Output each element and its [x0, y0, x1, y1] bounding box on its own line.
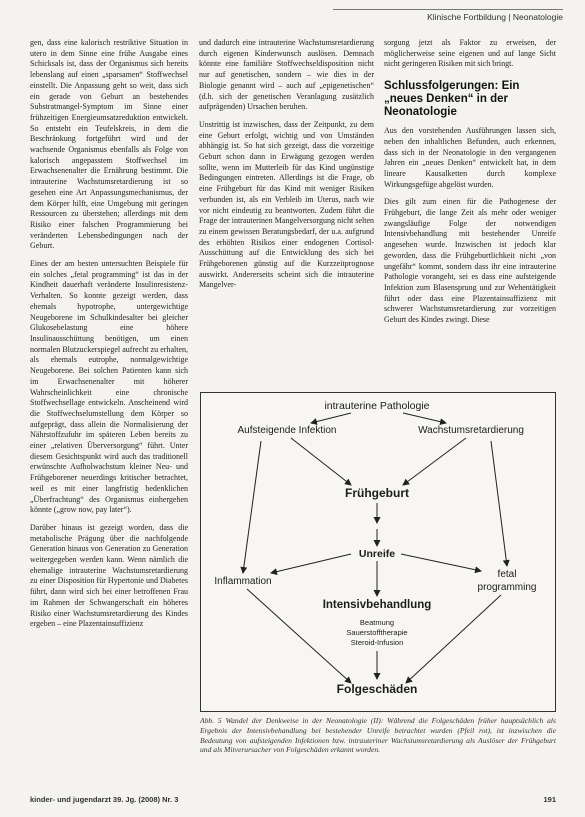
- arrow: [311, 413, 351, 423]
- node-wachstumsretardierung: Wachstumsretardierung: [418, 425, 524, 436]
- flow-diagram: [201, 393, 555, 711]
- node-fetal: fetal: [497, 569, 517, 580]
- text-column-1: [30, 38, 188, 766]
- text-column-2: [199, 38, 374, 380]
- arrow: [491, 441, 507, 566]
- treatment-item: Sauerstofftherapie: [346, 628, 408, 637]
- node-intrauterine-pathologie: intrauterine Pathologie: [324, 400, 430, 412]
- figure-diagram: [200, 392, 556, 712]
- arrow: [403, 438, 466, 485]
- arrow: [271, 554, 351, 573]
- node-aufsteigende-infektion: Aufsteigende Infektion: [237, 425, 337, 436]
- paragraph: Aus den vorstehenden Ausführungen lassen sich, neben den inhaltlichen Befunden, auch erkennen, dass sich in der Neonatologie in den vergangenen Jahren ein „neues Denken“ entwickelt hat, in dem lineare Kausalketten durch komplexe Wirkungsgefüge abgelöst wurden.: [384, 126, 556, 189]
- paragraph: und dadurch eine intrauterine Wachstumsretardierung durch eigenen Kinderwunsch auslösen. Demnach könnte eine familiäre Stoffwechseldisposition nicht nur auf genetischen, sondern – wie dies in der Biologie genannt wird – auch auf „epigenetischen“ (d.h. sich der genetischen Veranlagung zusätzlich aufprägenden) Ursachen beruhen.: [199, 38, 374, 112]
- running-header: Klinische Fortbildung | Neonatologie: [333, 9, 563, 23]
- paragraph: gen, dass eine kalorisch restriktive Situation in utero in dem Sinne eine frühe Ausgabe eines Schicksals ist, dass der Organismus sich bereits lebenslang auf einen „sparsamen“ Stoffwechsel einstellt. Die Anpassung geht so weit, dass sich ein gerade von Geburt an bestehendes Substratmangel-Symptom im Sinne einer frühzeitigen Energieumsatzreduktion entwickelt. So entsteht ein Teufelskreis, in dem die Beschränkung fortgeführt wird und der wachsende Organismus ebenfalls als Folge von kalorisch angepasstem Stoffwechsel im Erwachsenenalter die Ernährung bestimmt. Die intrauterine Wachstumsretardierung ist so gesehen eine Art Anpassungsmechanismus, der dem Körper hilft, eine Umgebung mit geringen Ressourcen zu überstehen; allerdings mit dem Risiko einer falschen Programmierung bei veränderten Lebensbedingungen nach der Geburt.: [30, 38, 188, 251]
- page-number: 191: [543, 795, 556, 804]
- paragraph: Dies gilt zum einen für die Pathogenese der Frühgeburt, die lange Zeit als mehr oder weniger zwangsläufige Folge der notwendigen Intensivbehandlung mit bestehender Unreife angesehen wurde. Inzwischen ist jedoch klar geworden, dass die Frühgeburtlichkeit nicht „von ungefähr“ kommt, sondern dass ihr eine intrauterine Pathologie vorangeht, sei es dass eine aufsteigende Infektion zum Blasensprung und zur Wehentätigkeit führt oder dass eine Plazentainsuffizienz mit schwerer Wachstumsretardierung zur vorzeitigen Geburt des Kindes zwingt. Diese: [384, 197, 556, 325]
- journal-citation: kinder- und jugendarzt 39. Jg. (2008) Nr. 3: [30, 795, 179, 804]
- figure-caption: Abb. 5 Wandel der Denkweise in der Neonatologie (II): Während die Folgeschäden früher hauptsächlich als Ergebnis der Intensivbehandlung bei bestehender Unreife betrachtet wurden (Pfeil rot), ist inzwischen die Bedeutung von aufsteigenden Infektionen bzw. intrauteriner Wachstumsretardierung als Auslöser der Frühgeburt und als Mitverursacher von Folgeschäden erkannt worden.: [200, 716, 556, 755]
- text-column-3: [384, 38, 556, 383]
- node-intensivbehandlung: Intensivbehandlung: [322, 599, 432, 611]
- paragraph: sorgung jetzt als Faktor zu erweisen, der möglicherweise seine eigenen und auf lange Sicht nicht geringeren Risiken mit sich bringt.: [384, 38, 556, 69]
- node-fruehgeburt: Frühgeburt: [345, 486, 409, 500]
- arrow: [403, 413, 446, 423]
- arrow: [291, 438, 351, 485]
- arrow: [401, 554, 481, 571]
- page-footer: [30, 795, 556, 807]
- treatment-item: Steroid-Infusion: [350, 638, 404, 647]
- node-unreife: Unreife: [358, 548, 396, 560]
- paragraph: Darüber hinaus ist gezeigt worden, dass die metabolische Prägung über die nachfolgende Generation hinaus von Generation zu Generation weitergegeben werden kann. Wenn nämlich die ehemalige intrauterine Wachstumsretardierung zu einer Disposition für Hypertonie und Diabetes führt, dann wird sich bei einer betroffenen Frau im Rahmen der Schwangerschaft ein höheres Risiko einer Wachstumsretardierung des Kindes ergeben – eine Plazentainsuffizienz: [30, 522, 188, 629]
- paragraph: Unstrittig ist inzwischen, dass der Zeitpunkt, zu dem eine Geburt erfolgt, wichtig und von Umständen abhängig ist. So hat sich gezeigt, dass die vorzeitige Geburt schon dann in Erwägung gezogen werden sollte, wenn im Mutterleib für das Kind ungünstige Bedingungen eintreten. Allerdings ist die Frage, ob eine Frühgeburt für das Kind mit weniger Risiken verbunden ist, als ein Verbleib im Uterus, nach wie vor nicht eindeutig zu beantworten. Zudem führt die Frage der intrauterinen Mangelversorgung nicht selten zu einem gewissen Beratungsbedarf, der u.a. aufgrund des erhöhten Risikos einer endogenen Cortisol-Ausschüttung auf die Entwicklung des sich bei Frühgeborenen günstig auf die Kurzzeitprognose auswirkt. Andererseits scheint sich die intrauterine Mangelver-: [199, 119, 374, 290]
- node-inflammation: Inflammation: [214, 576, 272, 587]
- node-folgeschaeden: Folgeschäden: [336, 682, 418, 696]
- arrow: [243, 441, 261, 573]
- treatment-item: Beatmung: [359, 618, 395, 627]
- section-heading: Schlussfolgerungen: Ein „neues Denken“ in der Neonatologie: [384, 80, 520, 119]
- node-programming: programming: [477, 582, 537, 593]
- paragraph: Eines der am besten untersuchten Beispiele für ein solches „fetal programming“ ist das in der Kindheit dauerhaft veränderte Insulinresistenz-Verhalten. So konnte gezeigt werden, dass ehemals hypotrophe, untergewichtige Neugeborene im Schulkindesalter bei gleicher Glukosebelastung eine höhere Insulinausschüttung benötigen, um einen normalen Blutzuckerspiegel aufrecht zu erhalten, als ehemals eutrophe, normalgewichtige Neugeborene. Bei solchen Patienten kann sich im Erwachsenenalter mit höherer Wahrscheinlichkeit eine chronische Stoffwechsellage entwickeln. Anscheinend wird die Stoffwechselumstellung dem Körper so aufgeprägt, dass allein die Normalisierung der Nährstoffzufuhr im späteren Leben bereits zu einer „relativen Überversorgung“ führt. Unter diesem Gesichtspunkt wird auch das traditionell erwünschte Aufholwachstum kleiner Neu- und Frühgeborener neuerdings kritischer betrachtet, weil es mit einer langfristig bedenklichen „Überfrachtung“ des Organismus einhergehen könnte („grow now, pay later“).: [30, 259, 188, 515]
